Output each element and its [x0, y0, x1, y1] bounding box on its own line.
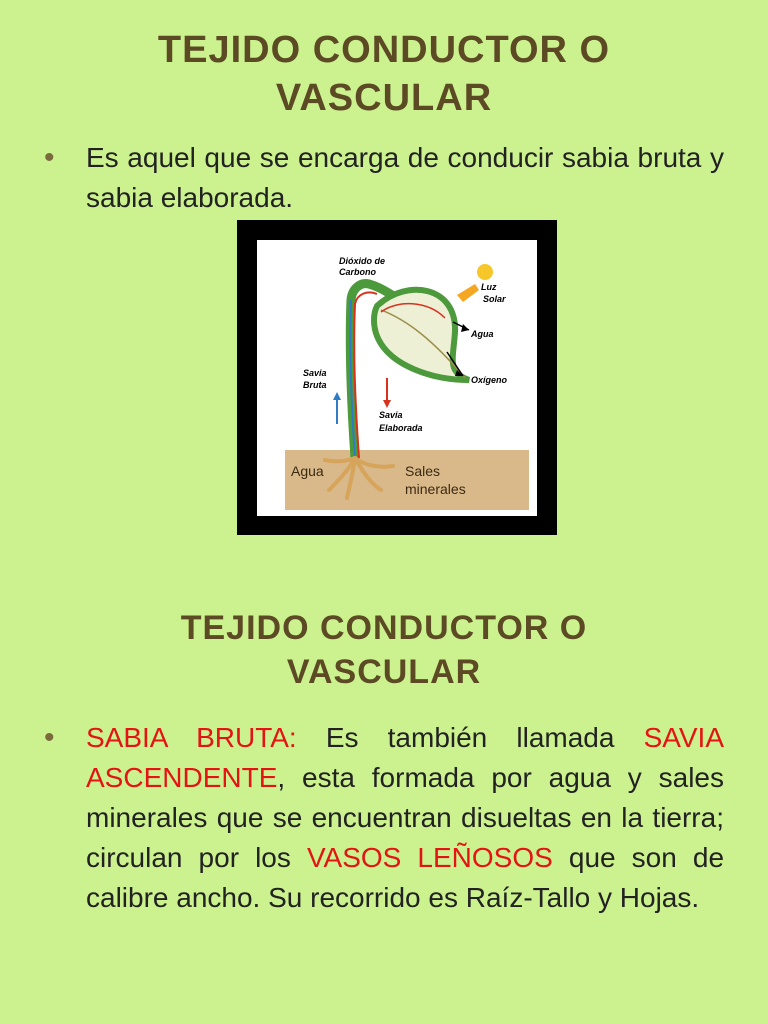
slide-1-title: TEJIDO CONDUCTOR O VASCULAR [157, 29, 611, 119]
label-co2-1: Dióxido de [339, 256, 386, 266]
bullet-dot-icon: • [44, 141, 55, 174]
sunlight-arrow-icon [457, 284, 479, 302]
slide-1-bullet [44, 138, 724, 218]
label-sales-1: Sales [405, 463, 441, 479]
label-co2-2: Carbono [339, 267, 376, 277]
label-agua-top: Agua [471, 329, 494, 339]
text-segment: que son de calibre ancho. Su recorrido es Raíz-Tallo y Hojas. [86, 842, 725, 913]
diagram-canvas [257, 240, 537, 516]
diagram-frame [237, 220, 557, 535]
label-savia-elab-1: Savia [379, 410, 403, 420]
sabia-bruta-term: SABIA BRUTA: [86, 722, 297, 753]
label-sales-2: minerales [405, 481, 466, 497]
sun-icon [477, 264, 493, 280]
label-savia-elab-2: Elaborada [379, 423, 423, 433]
label-savia-bruta-1: Savia [303, 368, 327, 378]
label-luz-2: Solar [483, 294, 506, 304]
label-luz-1: Luz [481, 282, 497, 292]
text-segment: Es también llamada [296, 722, 644, 753]
savia-ascendente-term: SAVIA ASCENDENTE [86, 722, 724, 793]
bullet-dot-icon: • [44, 721, 55, 754]
slide-2 [0, 540, 768, 1024]
slide-2-bullet [44, 718, 724, 918]
slide-1-bullet-text: Es aquel que se encarga de conducir sabia bruta y sabia elaborada. [86, 142, 724, 213]
slide-2-bullet-text [86, 718, 724, 918]
text-segment: , esta formada por agua y sales minerales que se encuentran disueltas en la tierra; circulan por los [86, 762, 724, 873]
vasos-lenosos-term: VASOS LEÑOSOS [306, 842, 553, 873]
plant-diagram [257, 240, 537, 516]
slide-2-title: TEJIDO CONDUCTOR O VASCULAR [180, 609, 588, 691]
soil [285, 450, 529, 510]
label-savia-bruta-2: Bruta [303, 380, 327, 390]
label-oxigeno: Oxígeno [471, 375, 508, 385]
label-agua-ground: Agua [291, 463, 324, 479]
